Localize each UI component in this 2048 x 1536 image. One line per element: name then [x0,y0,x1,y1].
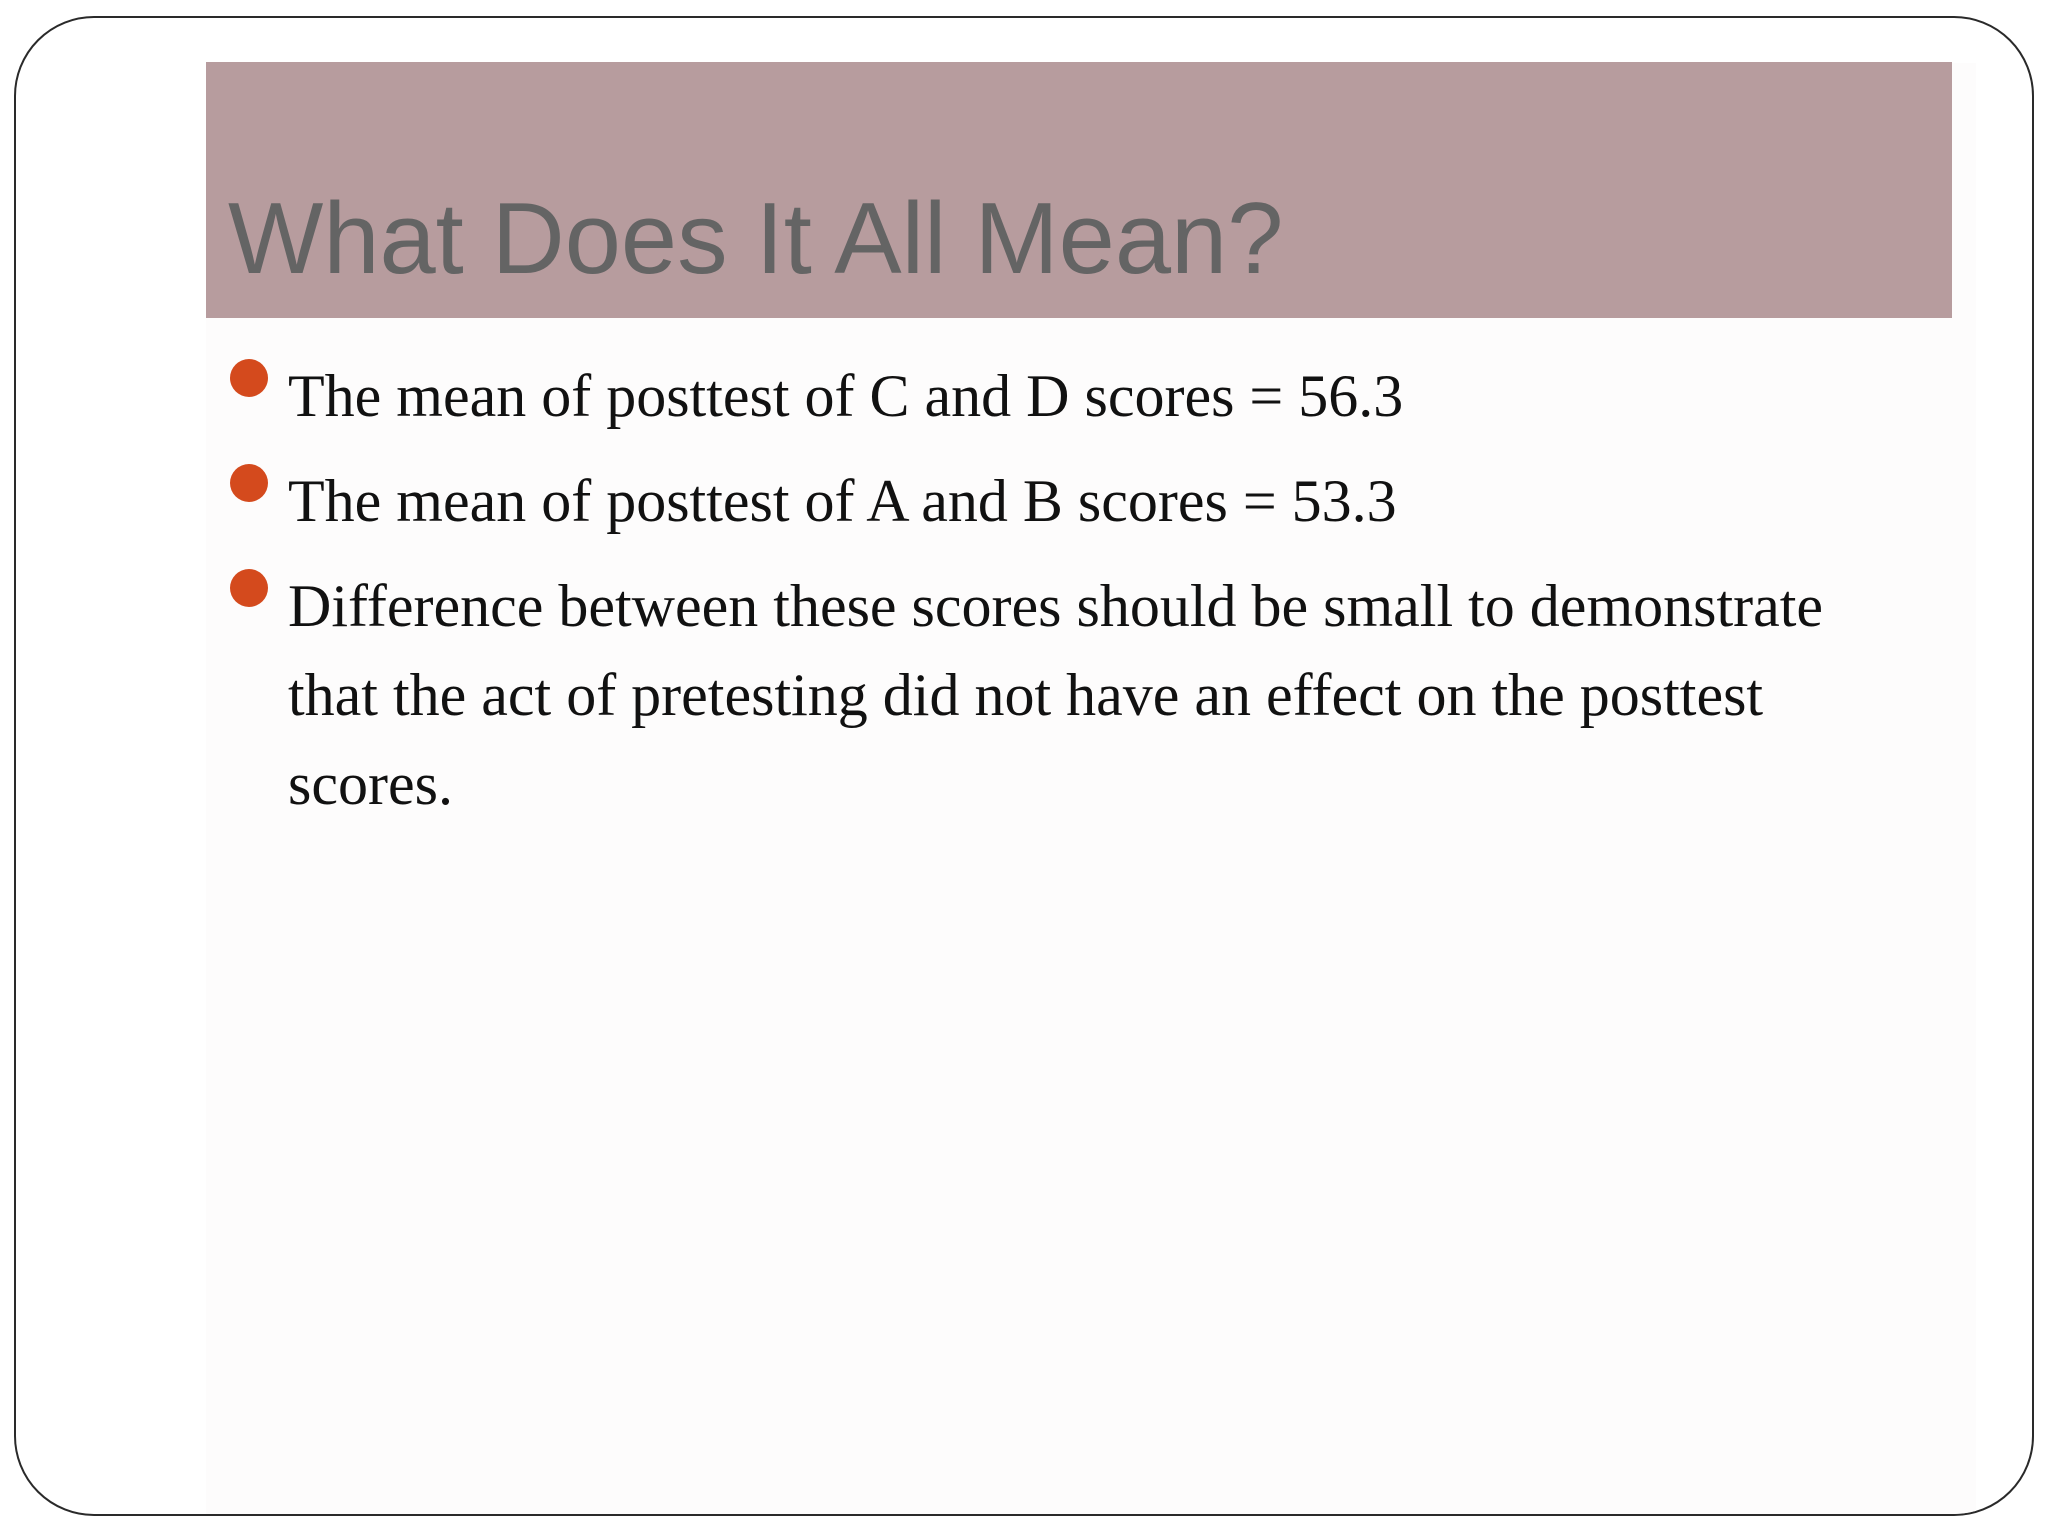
bullet-list [230,352,1910,845]
title-bar [206,62,1952,318]
bullet-dot-icon [230,569,268,607]
slide-title: What Does It All Mean? [228,183,1284,295]
bullet-item [230,352,1910,441]
bullet-text: The mean of posttest of A and B scores = 53.3 [288,468,1397,534]
bullet-dot-icon [230,359,268,397]
bullet-text: Difference between these scores should be small to demonstrate that the act of pretesting did not have an effect on the posttest scores. [288,573,1824,817]
bullet-item [230,562,1910,829]
bullet-item [230,457,1910,546]
bullet-text: The mean of posttest of C and D scores = 56.3 [288,363,1404,429]
bullet-dot-icon [230,464,268,502]
